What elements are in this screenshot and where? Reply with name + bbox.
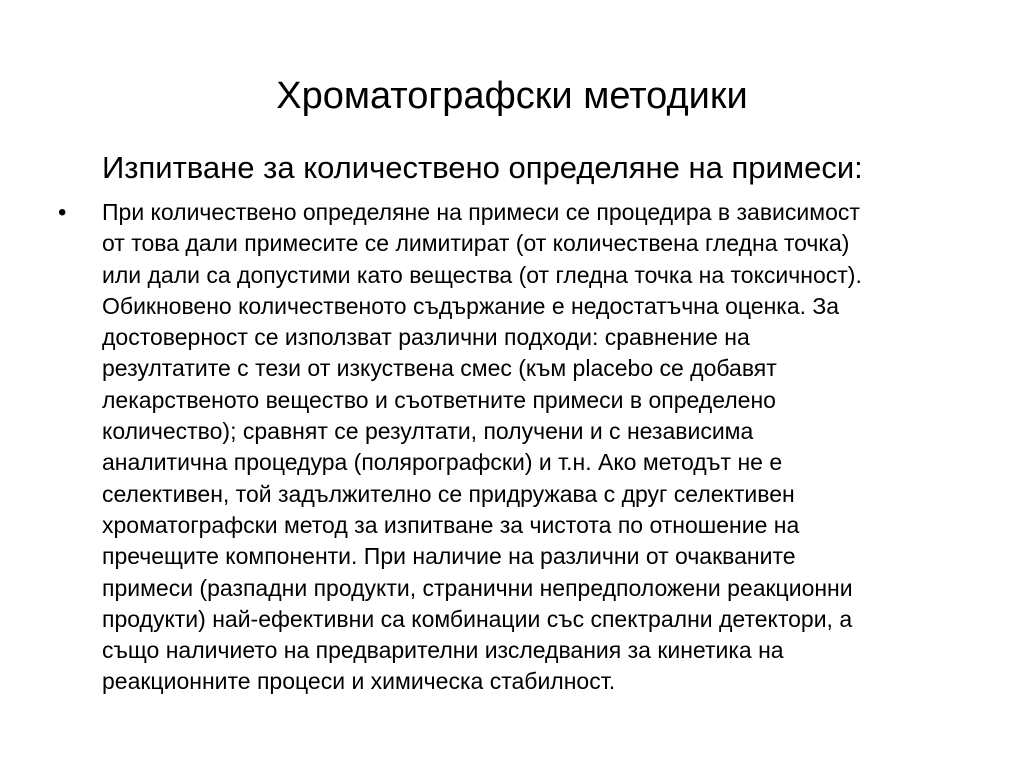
bullet-text-line: пречещите компоненти. При наличие на различни от очакваните (102, 543, 796, 570)
bullet-text-line: продукти) най-ефективни са комбинации със спектрални детектори, а (102, 605, 853, 632)
bullet-text-line: При количествено определяне на примеси се процедира в зависимост (102, 199, 860, 225)
slide-subtitle: Изпитване за количествено определяне на примеси: (102, 150, 863, 185)
bullet-text-line: или дали са допустими като вещества (от гледна точка на токсичност). (102, 261, 862, 288)
bullet-text-line: също наличието на предварителни изследвания за кинетика на (102, 637, 784, 664)
bullet-text-line: реакционните процеси и химическа стабилност. (102, 668, 616, 695)
bullet-text-line: хроматографски метод за изпитване за чистота по отношение на (102, 511, 800, 538)
bullet-marker: • (58, 199, 67, 226)
bullet-text-line: аналитична процедура (полярографски) и т.н. Ако методът не е (102, 449, 783, 476)
bullet-text (102, 197, 1002, 698)
bullet-text-line: от това дали примесите се лимитират (от количествена гледна точка) (102, 230, 850, 257)
bullet-text-line: резултатите с тези от изкуствена смес (към placebo се добавят (102, 355, 777, 382)
bullet-text-line: количество); сравнят се резултати, получени и с независима (102, 418, 754, 445)
bullet-text-line: селективен, той задължително се придружава с друг селективен (102, 480, 795, 507)
bullet-text-line: примеси (разпадни продукти, странични непредположени реакционни (102, 574, 853, 601)
bullet-text-line: лекарственото вещество и съответните примеси в определено (102, 386, 776, 413)
bullet-text-line: достоверност се използват различни подходи: сравнение на (102, 324, 750, 351)
slide-title: Хроматографски методики (276, 75, 748, 117)
bullet-text-line: Обикновено количественото съдържание е недостатъчна оценка. За (102, 292, 840, 319)
